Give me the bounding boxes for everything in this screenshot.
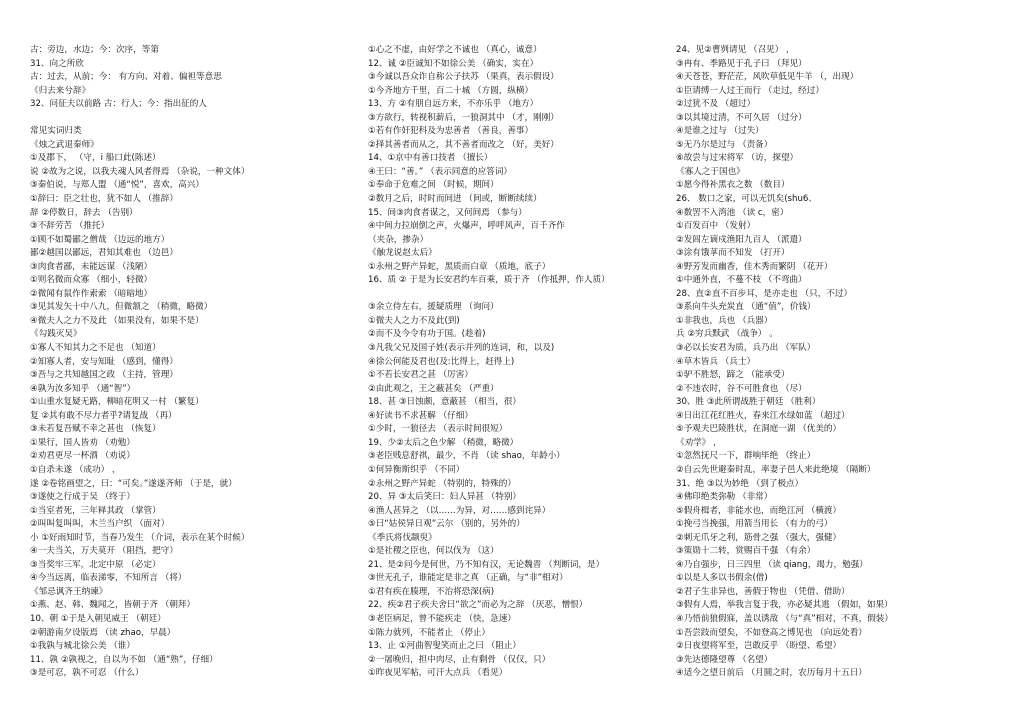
text-line: ③冉有、季路见于孔子曰 （拜见） [676, 58, 807, 69]
text-line: ④好读书不求甚解 （仔细） [368, 410, 473, 421]
text-line: ②知寡人者，安与知耻 （感到，懂得） [30, 356, 178, 367]
text-line: ④野芳发而幽香，佳木秀而繁阴 （花开） [676, 261, 833, 272]
text-line: ⑥故尝与过宋将军 （访，探望） [676, 153, 799, 164]
text-line: 辞 ②停数日，辞去 （告别） [30, 207, 138, 218]
column-right [676, 44, 1008, 681]
text-line: 10、朝 ①于是入朝见威王 （朝廷） [30, 613, 166, 624]
text-line: ②微闻有鼠作作索索 （暗暗地） [30, 288, 153, 299]
text-line [368, 288, 684, 302]
text-line: ④草木皆兵 （兵士） [676, 356, 756, 367]
text-line: ④王曰：“善。” （表示同意的应答词） [368, 166, 512, 177]
text-line: ③肉食者鄙，未能远谋 （浅陋） [30, 261, 153, 272]
text-line: ①燕、赵、韩、魏闻之，皆朝于齐 （朝拜） [30, 600, 196, 611]
column-middle [368, 44, 684, 681]
text-line: ①我孰与城北徐公美 （谁） [30, 641, 135, 652]
text-line: ④今当远离，临表涕零，不知所言 （将） [30, 573, 187, 584]
text-line: ①若有作奸犯科及为忠善者 （善良，善事） [368, 126, 534, 137]
text-line: ④孰为汝多知乎 （通“智”） [30, 383, 136, 394]
text-line: ①永州之野产异蛇，黑质而白章 （质地，底子） [368, 261, 551, 272]
text-line: ②劝君更尽一杯酒 （劝说） [30, 451, 135, 462]
text-line: 19、少②太后之色少解 （稍微，略微） [368, 437, 519, 448]
text-line: ⑤假舟楫者，非能水也，而绝江河 （横渡） [676, 505, 842, 516]
text-line: ①昨夜见军帖，可汗大点兵 （看见） [368, 668, 508, 679]
text-line: ①陈力就列，不能者止 （停止） [368, 627, 491, 638]
text-line: ⑤无乃尔是过与 （责备） [676, 139, 773, 150]
text-line: 15、间③肉食者谋之，又何间焉 （参与） [368, 207, 527, 218]
text-line: ③方欲行，转视积薪后，一狼洞其中 （才，刚刚） [368, 112, 559, 123]
text-line: ③世无孔子，谁能定是非之真 （正确，与“非”相对） [368, 573, 568, 584]
text-line: 复 ②其有敢不尽力者乎?请复战 （再） [30, 410, 177, 421]
text-line: 《寡人之于国也》 [676, 166, 745, 177]
text-line: ④乃悟前狼假寐，盖以诱敌 （与“真”相对，不真，假装） [676, 613, 893, 624]
text-line [30, 112, 360, 126]
text-line: ④一夫当关，万夫莫开 （阻挡，把守） [30, 546, 178, 557]
text-line: 24、见②曹刿请见 （召见） ， [676, 45, 795, 55]
text-line: ①心之不虚，由好学之不诚也 （真心，诚意） [368, 45, 542, 55]
text-line: 说 ②故为之说，以我夫魂人风者得焉 （杂说，一种文体） [30, 166, 250, 177]
column-left [30, 44, 360, 681]
text-line: ③余立侍左右，援疑质理 （询问） [368, 302, 499, 313]
text-line: ④微夫人之力不及此 （如果没有，如果不是） [30, 315, 204, 326]
text-line: ①不若长安君之甚 （厉害） [368, 370, 473, 381]
text-line: ③秦伯说，与郑人盟 （通“悦”，喜欢，高兴） [30, 180, 205, 191]
text-line: ④日出江花红胜火，春来江水绿如蓝 （超过） [676, 410, 850, 421]
text-line: 12、诚 ②臣诚知不如徐公美 （确实，实在） [368, 58, 539, 69]
text-line: 《勾践灭吴》 [30, 329, 82, 340]
text-line: ③老臣贱息舒祺，最少，不肖 （读 shao，年龄小） [368, 451, 565, 462]
text-line: 32、问征夫以前路 古：行人；今：指出征的人 [30, 99, 207, 110]
text-line: ①君有疾在腠理，不治将恐深(病) [368, 586, 495, 597]
text-line: ④数罟不入湾池 （读 c，密） [676, 207, 789, 218]
text-line: 《烛之武退秦师》 [30, 139, 99, 150]
text-line: ③策勋十二转，赏赐百千强 （有余） [676, 546, 816, 557]
text-line: ①中通外直，不蔓不枝 （不弯曲） [676, 275, 807, 286]
text-line: ①百发百中 （发射） [676, 221, 756, 232]
text-line: ①是社稷之臣也，何以伐为 （这） [368, 546, 499, 557]
text-line: ③系向牛头充炭直 （通“值”，价钱） [676, 302, 816, 313]
text-line: ④是谁之过与 （过失） [676, 126, 764, 137]
text-line: ③是可忍，孰不可忍 （什么） [30, 668, 144, 679]
text-line: ①驴不胜怒，蹄之 （能承受） [676, 370, 790, 381]
text-line: ③老臣病足，曾不能疾走 （快，急速） [368, 613, 516, 624]
text-line: ③先达德隆望尊 （名望） [676, 654, 773, 665]
text-line: 《邹忌讽齐王纳谏》 [30, 586, 108, 597]
text-line: ①寡人不知其力之不足也 （知道） [30, 343, 161, 354]
text-line: ③遂使之行成于吴 （终于） [30, 492, 135, 503]
text-line: ③凡我父兄及国子姓(表示并列的连词，和，以及) [368, 343, 555, 354]
text-line: ③当奖牢三军，北定中原 （必定） [30, 559, 161, 570]
text-line: ①顾不如蜀鄙之僧哉 （边远的地方） [30, 234, 170, 245]
text-line: 鄙②越国以鄙远，君知其难也 （边邑） [30, 248, 178, 259]
text-line: 26、 数口之家，可以无饥矣(shu6、 [676, 194, 817, 205]
text-line: ①何异衡斯织乎 （不同） [368, 464, 465, 475]
text-line: ①少时，一狼径去 （表示时间很短） [368, 424, 508, 435]
text-line: ②发闾左谪戍渔阳九百人 （派遣） [676, 234, 807, 245]
text-line: 22、疾②君子疾夫舍曰“欲之”而必为之辞 （厌恶，憎恨） [368, 600, 588, 611]
text-line: ③吾与之共知越国之政 （主持，管理） [30, 370, 178, 381]
text-line: ①辞曰：臣之壮也，犹不如人 （推辞） [30, 194, 178, 205]
text-line: ①当室者死，三年释其政 （掌管） [30, 505, 161, 516]
text-line: ④乃自强步，日三四里 （读 qiang，竭力，勉强） [676, 559, 868, 570]
text-line: 《劝学》 ， [676, 437, 722, 448]
text-line: ②永州之野产异蛇 （特别的，特殊的） [368, 478, 516, 489]
text-line: ②由此观之，王之蔽甚矣 （严重） [368, 383, 499, 394]
text-line: ③未若复吾赋不幸之甚也 （恢复） [30, 424, 161, 435]
text-line: 30、胜 ③此所谓战胜于朝廷 （胜利） [676, 397, 821, 408]
text-line: 28、直②直不百步耳，是亦走也 （只，不过） [676, 288, 853, 299]
text-line: ③必以长安君为质，兵乃出 （军队） [676, 343, 816, 354]
text-line: ②而不及今令有功于国。(趁着) [368, 329, 486, 340]
text-line: 《触龙说赵太后》 [368, 248, 437, 259]
text-line: ①非我也，兵也 （兵器） [676, 315, 773, 326]
text-line: ③涂有饿莩而不知发 （打开） [676, 248, 790, 259]
text-line: 14、①京中有善口技者 （擅长） [368, 153, 493, 164]
text-line: ④渔人甚异之 （以……为异，对……感到诧异） [368, 505, 551, 516]
text-line: 18、甚 ③日蚀颇，意蔽甚 （相当，很） [368, 397, 522, 408]
text-line: ⑤曰“姑侯异日观”云尔 （别的，另外的） [368, 519, 525, 530]
text-line: ①及郡下， （守，i 船口此(陈述） [30, 153, 161, 164]
text-line: ②朝游南夕设版焉 （读 zhao，早晨） [30, 627, 176, 638]
text-line: 遂 ②卷铭画望之，曰：“可矣。”遂遂齐师 （于是，就） [30, 478, 237, 489]
text-line: ①忽然抚尺一下，群响毕绝 （终止） [676, 451, 816, 462]
text-line: ①臣请缚一人过王而行 （走过，经过） [676, 85, 824, 96]
text-line: ①吾尝跂而望矣，不如登高之博见也 （向远处看） [676, 627, 867, 638]
text-line: 小 ①好雨知时节，当春乃发生 （介词，表示在某个时候） [30, 532, 250, 543]
text-line: 31、向之所欣 [30, 58, 84, 69]
text-line: ②刺无爪牙之利，筋骨之强 （强大，强健） [676, 532, 842, 543]
text-line: 31、绝 ③以为妙绝 （到了极点） [676, 478, 804, 489]
text-line: ④佛印绝类弥勒 （非常） [676, 492, 773, 503]
text-line: ③今诚以吾众诈自称公子扶苏 （果真，表示假设） [368, 72, 559, 83]
text-line: ①山重水复疑无路，柳暗花明又一村 （繁复） [30, 397, 204, 408]
text-line: 13、方 ②有朋自远方来，不亦乐乎 （地方） [368, 99, 539, 110]
text-line: ①以是人多以书假余(借) [676, 573, 768, 584]
text-line: ①果行，国人皆劝 （劝勉） [30, 437, 135, 448]
text-line: 《季氏将伐颛臾》 [368, 532, 437, 543]
text-line: ②君子生非异也，善假于物也 （凭借、借助） [676, 586, 850, 597]
text-line: ②数月之后，时时而间进 （间或，断断续续） [368, 194, 542, 205]
text-line: ②日夜望将军至，岂敢反乎 （盼望、希望） [676, 641, 842, 652]
text-line: 11、孰 ②孰视之，自以为不如 （通“熟”，仔细） [30, 654, 218, 665]
text-line: 古：旁边，水边；今：次序，等第 [30, 45, 159, 55]
text-line: ①挽弓当挽强，用箭当用长 （有力的弓） [676, 519, 833, 530]
text-line: 兵 ②穷兵黩武 （战争） 。 [676, 329, 778, 340]
text-line: ③不辞劳苦 （推托） [30, 221, 110, 232]
text-line: ④徐公何能及君也(及:比得上，赶得上) [368, 356, 515, 367]
text-line: ⑤予观夫巴陵胜状，在洞庭一湖 （优美的） [676, 424, 842, 435]
text-line: ①今齐地方千里，百二十城 （方圆，纵横） [368, 85, 534, 96]
text-line: 13、止 ①河曲智叟笑而止之曰 （阻止） [368, 641, 522, 652]
text-line: ③假有人焉，举我言复于我，亦必疑其逃 （假如，如果） [676, 600, 893, 611]
text-line: ①自杀未遂 （成功） ， [30, 464, 121, 475]
text-line: 16、质 ② 于是为长安君约车百乘，质于齐 （作抵押，作人质） [368, 275, 610, 286]
text-line: ②自云先世避秦时乱，率妻子邑人来此绝境 （隔断） [676, 464, 876, 475]
text-line: ①微夫人之力不及此(到) [368, 315, 460, 326]
text-line: ③见其发矢十中八九，但微颔之 （稍微，略微） [30, 302, 213, 313]
text-line: ③以其境过清，不可久居 （过分） [676, 112, 807, 123]
text-line: 常见实词归类 [30, 126, 82, 137]
text-line: 古：过去，从前；今： 有方向、对着、偏袒等意思 [30, 72, 222, 83]
text-line: 《归去来兮辞》 [30, 85, 91, 96]
text-line: ②择其善者而从之，其不善者而改之 （好，美好） [368, 139, 559, 150]
text-line: ①奉命于危难之间 （时候，期间） [368, 180, 499, 191]
text-line: ④中间力拉崩倒之声，火爆声，呼呼风声，百千齐作 [368, 221, 565, 232]
text-line: ②一屠晚归，担中肉尽，止有剩骨 （仅仅，只） [368, 654, 551, 665]
text-line: 21、是②问今是何世，乃不知有汉，无论魏晋 （判断词，是） [368, 559, 605, 570]
text-line: ④适今之望日前后 （月圆之时，农历每月十五日） [676, 668, 867, 679]
text-line: ②过犹不及 （超过） [676, 99, 756, 110]
text-line: （夹杂，掺杂） [368, 234, 429, 245]
text-line: ①则名微而众寡 （细小，轻微） [30, 275, 153, 286]
text-line: ②叫叫复叫叫，木兰当户织 （面对） [30, 519, 170, 530]
text-line: ②不违农时，谷不可胜食也 （尽） [676, 383, 807, 394]
text-line: 20、异 ③太后笑曰：妇人异甚 （特别） [368, 492, 522, 503]
text-line: ①愿今得补黑衣之数 （数目） [676, 180, 790, 191]
text-line: ④天苍苍，野茫茫，风吹草低见牛羊 （，出现） [676, 72, 859, 83]
